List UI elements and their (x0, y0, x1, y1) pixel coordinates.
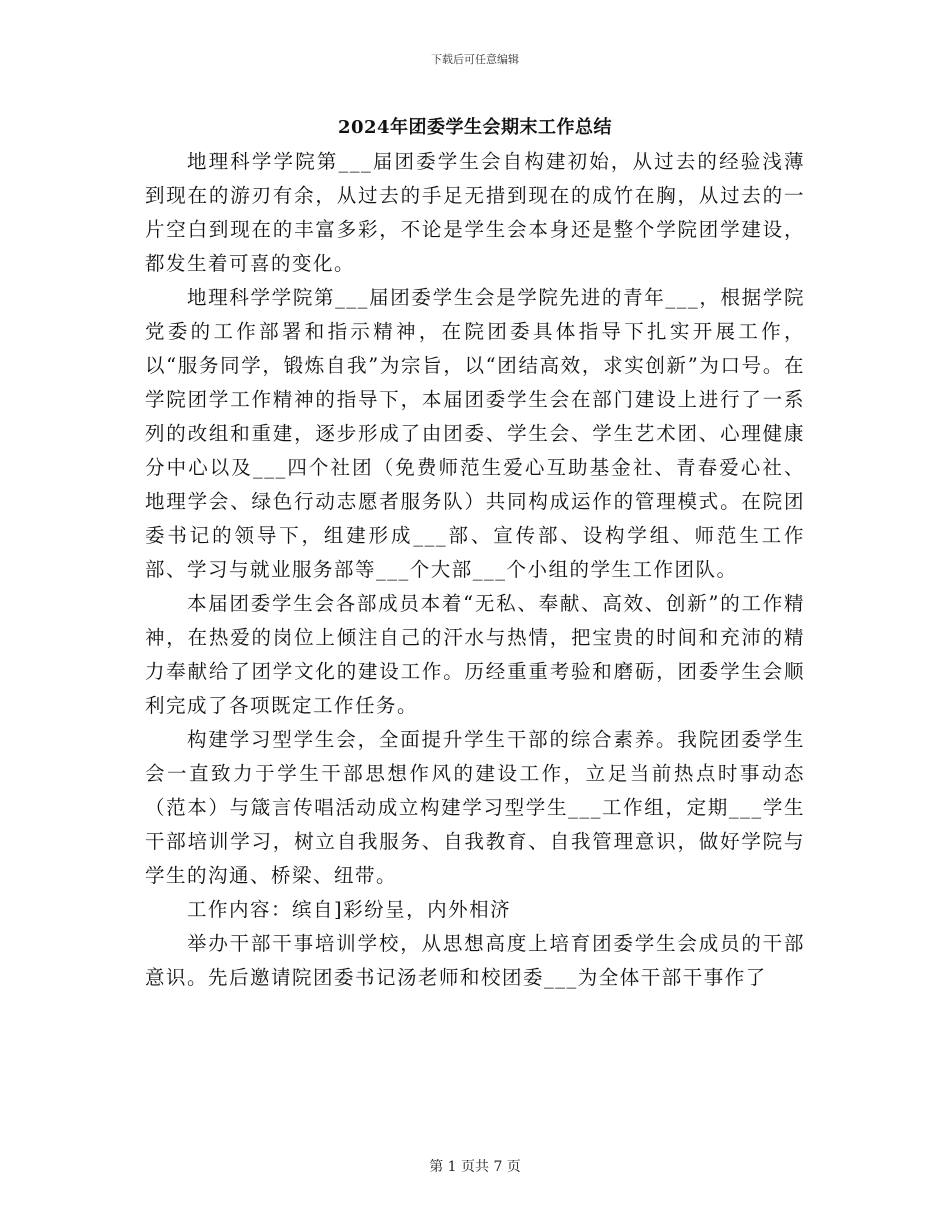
page-number: 第 1 页共 7 页 (429, 1159, 521, 1175)
document-title: 2024年团委学生会期末工作总结 (337, 117, 613, 138)
paragraph: 本届团委学生会各部成员本着“无私、奉献、高效、创新”的工作精神，在热爱的岗位上倾注自己的汗水与热情，把宝贵的时间和充沛的精力奉献给了团学文化的建设工作。历经重重考验和磨砺，团委学生会顺利完成了各项既定工作任务。 (145, 592, 805, 717)
paragraph: 构建学习型学生会，全面提升学生干部的综合素养。我院团委学生会一直致力于学生干部思想作风的建设工作，立足当前热点时事动态（范本）与箴言传唱活动成立构建学习型学生___工作组，定期___学生干部培训学习，树立自我服务、自我教育、自我管理意识，做好学院与学生的沟通、桥梁、纽带。 (145, 728, 805, 887)
paragraph: 地理科学学院第___届团委学生会自构建初始，从过去的经验浅薄到现在的游刃有余，从过去的手足无措到现在的成竹在胸，从过去的一片空白到现在的丰富多彩，不论是学生会本身还是整个学院团学建设，都发生着可喜的变化。 (145, 150, 805, 275)
document-body (145, 145, 805, 995)
paragraph: 工作内容：缤自]彩纷呈，内外相济 (187, 898, 512, 921)
paragraph: 举办干部干事培训学校，从思想高度上培育团委学生会成员的干部意识。先后邀请院团委书记汤老师和校团委___为全体干部干事作了 (145, 932, 805, 989)
page-header-note: 下载后可任意编辑 (431, 53, 519, 66)
paragraph: 地理科学学院第___届团委学生会是学院先进的青年___，根据学院党委的工作部署和指示精神，在院团委具体指导下扎实开展工作，以“服务同学，锻炼自我”为宗旨，以“团结高效，求实创新”为口号。在学院团学工作精神的指导下，本届团委学生会在部门建设上进行了一系列的改组和重建，逐步形成了由团委、学生会、学生艺术团、心理健康分中心以及___四个社团（免费师范生爱心互助基金社、青春爱心社、地理学会、绿色行动志愿者服务队）共同构成运作的管理模式。在院团委书记的领导下，组建形成___部、宣传部、设构学组、师范生工作部、学习与就业服务部等___个大部___个小组的学生工作团队。 (145, 286, 805, 581)
